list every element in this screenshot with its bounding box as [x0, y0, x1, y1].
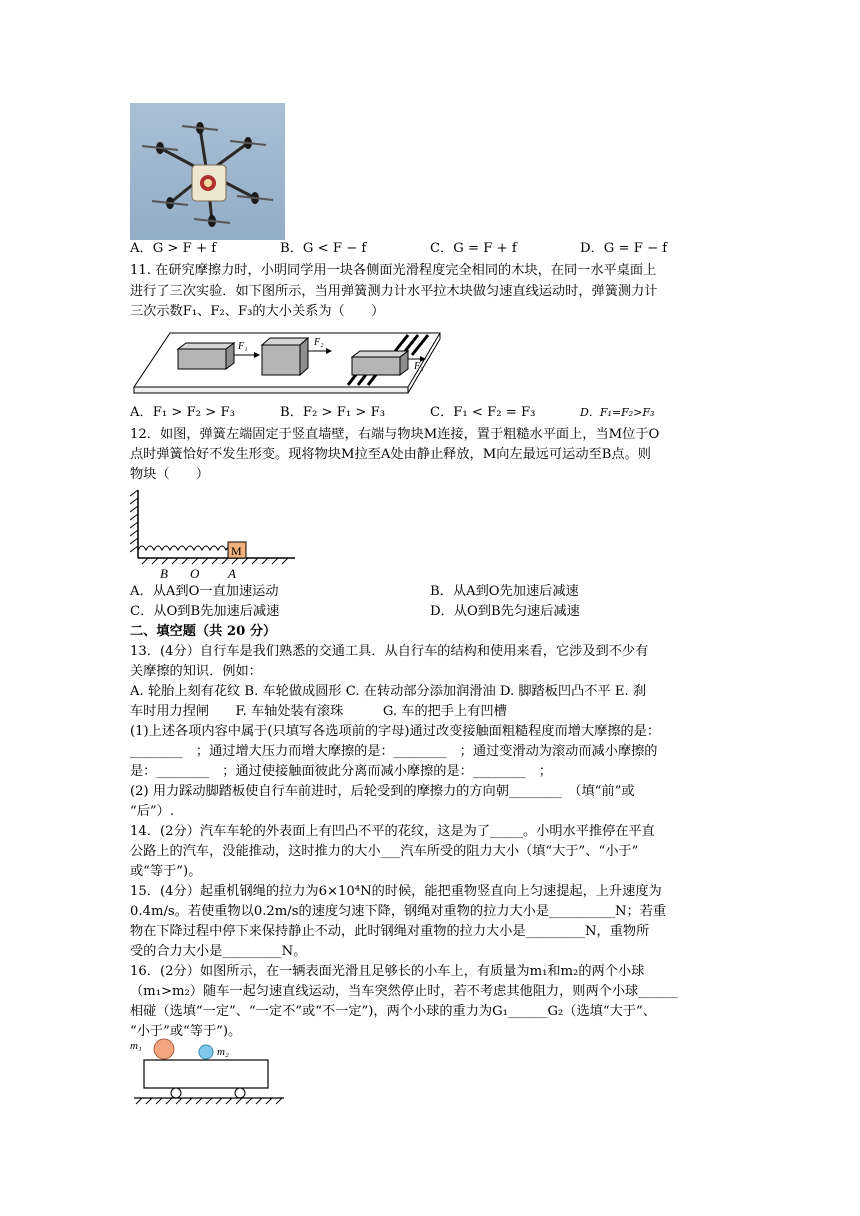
q11-option-d: D．F₁=F₂>F₃	[580, 406, 655, 419]
q14-line3: 或“等于”)。	[130, 864, 202, 879]
q12-stem-line2: 点时弹簧恰好不发生形变。现将物块M拉至A处由静止释放，M向左最远可运动至B点。则	[130, 447, 651, 462]
q10-option-d: D．G = F − f	[580, 241, 668, 256]
q13-line9: “后”）.	[130, 804, 175, 819]
q13-line5: (1)上述各项内容中属于(只填写各选项前的字母)通过改变接触面粗糙程度而增大摩擦的是：	[130, 724, 661, 739]
q11-option-b: B．F₂ > F₁ > F₃	[280, 405, 386, 420]
q16-label-m2: m₂	[217, 1046, 229, 1058]
q10-option-b: B．G < F − f	[280, 241, 367, 256]
q14-line1: 14．(2分）汽车车轮的外表面上有凹凸不平的花纹，这是为了_____。小明水平推停在平直	[130, 824, 655, 839]
q16-line3: 相碰（选填“一定”、“一定不”或“不一定”)，两个小球的重力为G₁______G₂（选填“大于”、	[130, 1004, 656, 1019]
section-title: 二、填空题（共 20 分）	[130, 624, 277, 639]
q11-stem-line3: 三次示数F₁、F₂、F₃的大小关系为（ ）	[130, 304, 385, 319]
q12-label-a: A	[228, 566, 236, 581]
q12-stem-line3: 物块（ ）	[130, 467, 210, 482]
q16-cart-figure	[130, 1035, 288, 1107]
q12-option-c: C．从O到B先加速后减速	[130, 604, 280, 619]
q13-line3: A. 轮胎上刻有花纹 B. 车轮做成圆形 C. 在转动部分添加润滑油 D. 脚踏板凹凸不平 E. 刹	[130, 684, 647, 699]
q11-label-f2: F₂	[314, 337, 324, 348]
q16-line1: 16．(2分）如图所示，在一辆表面光滑且足够长的小车上，有质量为m₁和m₂的两个小球	[130, 964, 645, 979]
q11-friction-figure	[130, 325, 442, 401]
q13-line4: 车时用力捏闸 F. 车轴处装有滚珠 G. 车的把手上有凹槽	[130, 704, 507, 719]
q11-label-f1: F₁	[238, 341, 248, 352]
q15-line4: 受的合力大小是_________N。	[130, 944, 307, 959]
q16-label-m1: m₁	[130, 1040, 142, 1052]
q12-block-label: M	[231, 544, 242, 558]
q13-line8: (2) 用力踩动脚踏板使自行车前进时，后轮受到的摩擦力的方向朝________ （填“前”或	[130, 784, 635, 799]
q15-line3: 物在下降过程中停下来保持静止不动，此时钢绳对重物的拉力大小是_________N，重物所	[130, 924, 650, 939]
q11-stem-line2: 进行了三次实验．如下图所示，当用弹簧测力计水平拉木块做匀速直线运动时，弹簧测力计	[130, 284, 658, 299]
q13-line2: 关摩擦的知识．例如：	[130, 664, 262, 679]
q12-option-d: D．从O到B先匀速后减速	[430, 604, 580, 619]
q12-label-b: B	[160, 566, 168, 581]
q11-option-a: A．F₁ > F₂ > F₃	[130, 405, 235, 420]
q12-spring-figure	[130, 488, 300, 584]
q12-option-a: A．从A到O一直加速运动	[130, 584, 279, 599]
q16-line4: “小于”或“等于”)。	[130, 1024, 242, 1039]
q10-option-a: A．G > F + f	[130, 241, 217, 256]
q14-line2: 公路上的汽车，没能推动，这时推力的大小___汽车所受的阻力大小（填“大于”、“小于”	[130, 844, 639, 859]
q15-line1: 15．(4分）起重机钢绳的拉力为6×10⁴N的时候，能把重物竖直向上匀速提起，上升速度为	[130, 884, 662, 899]
q13-line1: 13．(4分）自行车是我们熟悉的交通工具．从自行车的结构和使用来看，它涉及到不少有	[130, 644, 649, 659]
q11-stem-line1: 11. 在研究摩擦力时，小明同学用一块各侧面光滑程度完全相同的木块，在同一水平桌面上	[130, 263, 657, 278]
q16-line2: （m₁>m₂）随车一起匀速直线运动，当车突然停止时，若不考虑其他阻力，则两个小球______	[130, 984, 678, 999]
q11-option-c: C．F₁ < F₂ = F₃	[430, 405, 536, 420]
q11-label-f3: F₃	[414, 361, 424, 372]
q15-line2: 0.4m/s。若使重物以0.2m/s的速度匀速下降，钢绳对重物的拉力大小是__________N；若重	[130, 904, 667, 919]
q12-option-b: B．从A到O先加速后减速	[430, 584, 579, 599]
q10-option-c: C．G = F + f	[430, 241, 517, 256]
q12-label-o: O	[190, 566, 200, 581]
q13-line7: 是：________ ；通过使接触面彼此分离而减小摩擦的是：________ ；	[130, 764, 552, 779]
q13-line6: ________ ；通过增大压力而增大摩擦的是：________ ；通过变滑动为滚动而减小摩擦的	[130, 744, 658, 759]
q12-stem-line1: 12．如图，弹簧左端固定于竖直墙壁，右端与物块M连接，置于粗糙水平面上，当M位于O	[130, 427, 660, 442]
drone-photo	[130, 103, 285, 240]
